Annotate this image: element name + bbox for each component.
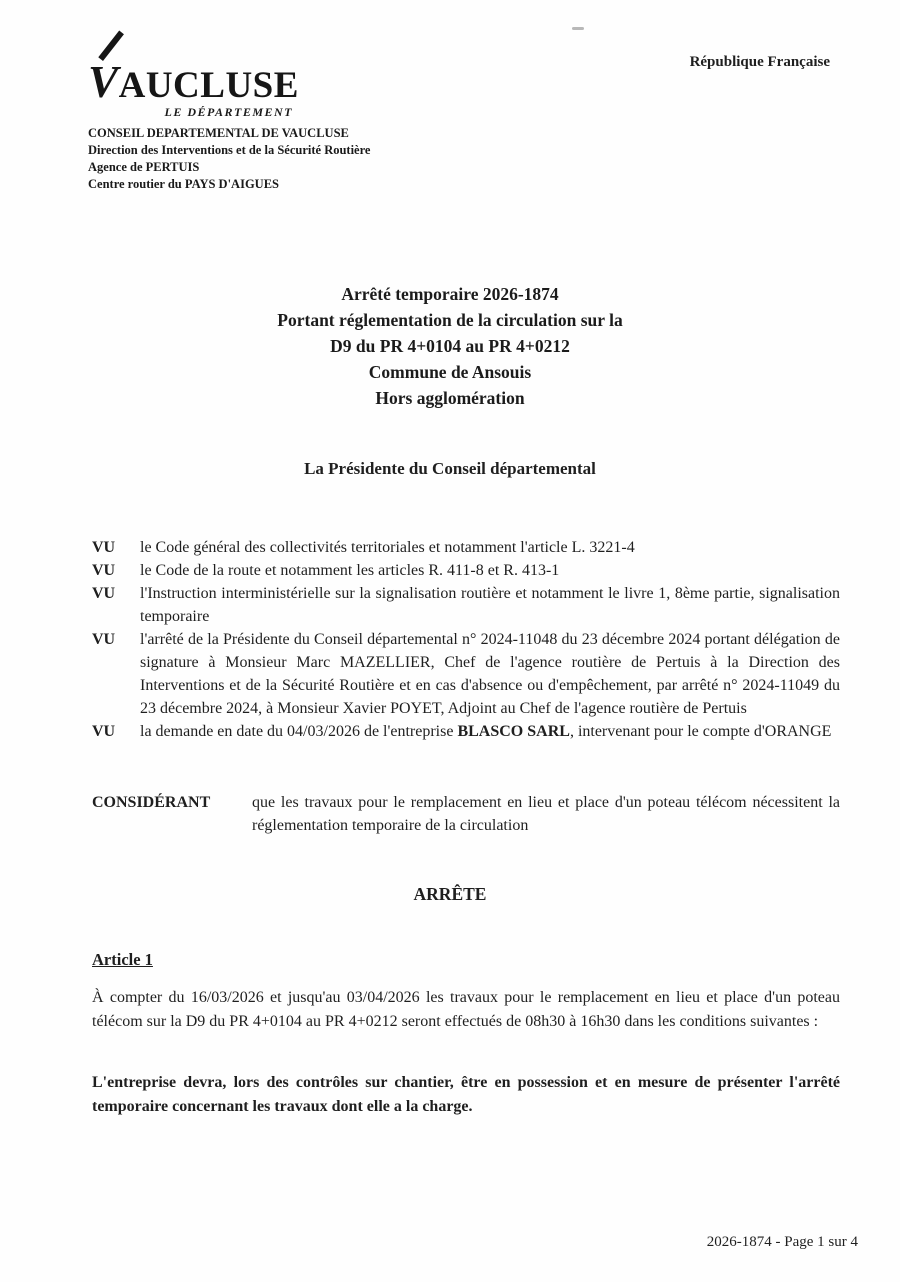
- logo-subtitle: LE DÉPARTEMENT: [164, 105, 293, 119]
- company-name: BLASCO SARL: [457, 723, 570, 740]
- vu-text: l'Instruction interministérielle sur la signalisation routière et notamment le livre 1, 8ème partie, signalisation temporaire: [140, 585, 840, 625]
- scan-artifact: [572, 27, 584, 30]
- vu-list: [92, 536, 840, 743]
- vu-item: [92, 720, 840, 743]
- vu-item: [92, 628, 840, 720]
- vu-item: [92, 559, 840, 582]
- article1-paragraph: À compter du 16/03/2026 et jusqu'au 03/04/2026 les travaux pour le remplacement en lieu et place d'un poteau télécom sur la D9 du PR 4+0104 au PR 4+0212 seront effectués de 08h30 à 16h30 dans les conditions suivantes :: [92, 989, 840, 1030]
- department-logo-block: [88, 57, 388, 193]
- considerant-block: [92, 791, 840, 837]
- vu-text: l'arrêté de la Présidente du Conseil départemental n° 2024-11048 du 23 décembre 2024 portant délégation de signature à Monsieur Marc MAZELLIER, Chef de l'agence routière de Pertuis à la Direction des Interventions et de la Sécurité Routière et en cas d'absence ou d'empêchement, par arrêté n° 2024-11049 du 23 décembre 2024, à Monsieur Xavier POYET, Adjoint au Chef de l'agence routière de Pertuis: [140, 631, 840, 717]
- republic-header: République Française: [689, 54, 830, 70]
- org-line-centre: Centre routier du PAYS D'AIGUES: [88, 177, 279, 191]
- vu-text-pre: la demande en date du 04/03/2026 de l'entreprise: [140, 723, 458, 740]
- vu-text: le Code de la route et notamment les articles R. 411-8 et R. 413-1: [140, 562, 560, 579]
- considerant-label: CONSIDÉRANT: [92, 794, 211, 811]
- decree-title-line: Portant réglementation de la circulation sur la: [277, 310, 623, 330]
- article1-heading: Article 1: [92, 950, 153, 969]
- vu-text-post: , intervenant pour le compte d'ORANGE: [569, 723, 832, 740]
- vu-item: [92, 582, 840, 628]
- decree-title-block: [0, 281, 900, 411]
- page-number: 2026-1874 - Page 1 sur 4: [706, 1234, 858, 1250]
- org-line-conseil: CONSEIL DEPARTEMENTAL DE VAUCLUSE: [88, 126, 349, 140]
- vu-text: [140, 720, 840, 743]
- considerant-text: que les travaux pour le remplacement en lieu et place d'un poteau télécom nécessitent la réglementation temporaire de la circulation: [252, 794, 840, 834]
- org-line-direction: Direction des Interventions et de la Sécurité Routière: [88, 143, 371, 157]
- decree-title-line: Arrêté temporaire 2026-1874: [341, 284, 559, 304]
- vu-label: VU: [92, 631, 116, 648]
- vu-text: le Code général des collectivités territoriales et notamment l'article L. 3221-4: [140, 539, 635, 556]
- arrete-heading: ARRÊTE: [413, 884, 487, 904]
- decree-title-line: Hors agglomération: [375, 388, 525, 408]
- vu-label: VU: [92, 562, 116, 579]
- organization-lines: [88, 125, 388, 193]
- vu-label: VU: [92, 585, 116, 602]
- vu-label: VU: [92, 539, 116, 556]
- decree-title-line: Commune de Ansouis: [368, 362, 532, 382]
- vu-label: VU: [92, 723, 116, 740]
- org-line-agence: Agence de PERTUIS: [88, 160, 200, 174]
- authority-line: La Présidente du Conseil départemental: [304, 459, 596, 478]
- vaucluse-logo: [88, 57, 299, 107]
- article1-bold-paragraph: L'entreprise devra, lors des contrôles sur chantier, être en possession et en mesure de présenter l'arrêté temporaire concernant les travaux dont elle a la charge.: [92, 1074, 840, 1115]
- decree-title-line: D9 du PR 4+0104 au PR 4+0212: [330, 336, 570, 356]
- logo-title: VAUCLUSE: [88, 57, 299, 107]
- vu-item: [92, 536, 840, 559]
